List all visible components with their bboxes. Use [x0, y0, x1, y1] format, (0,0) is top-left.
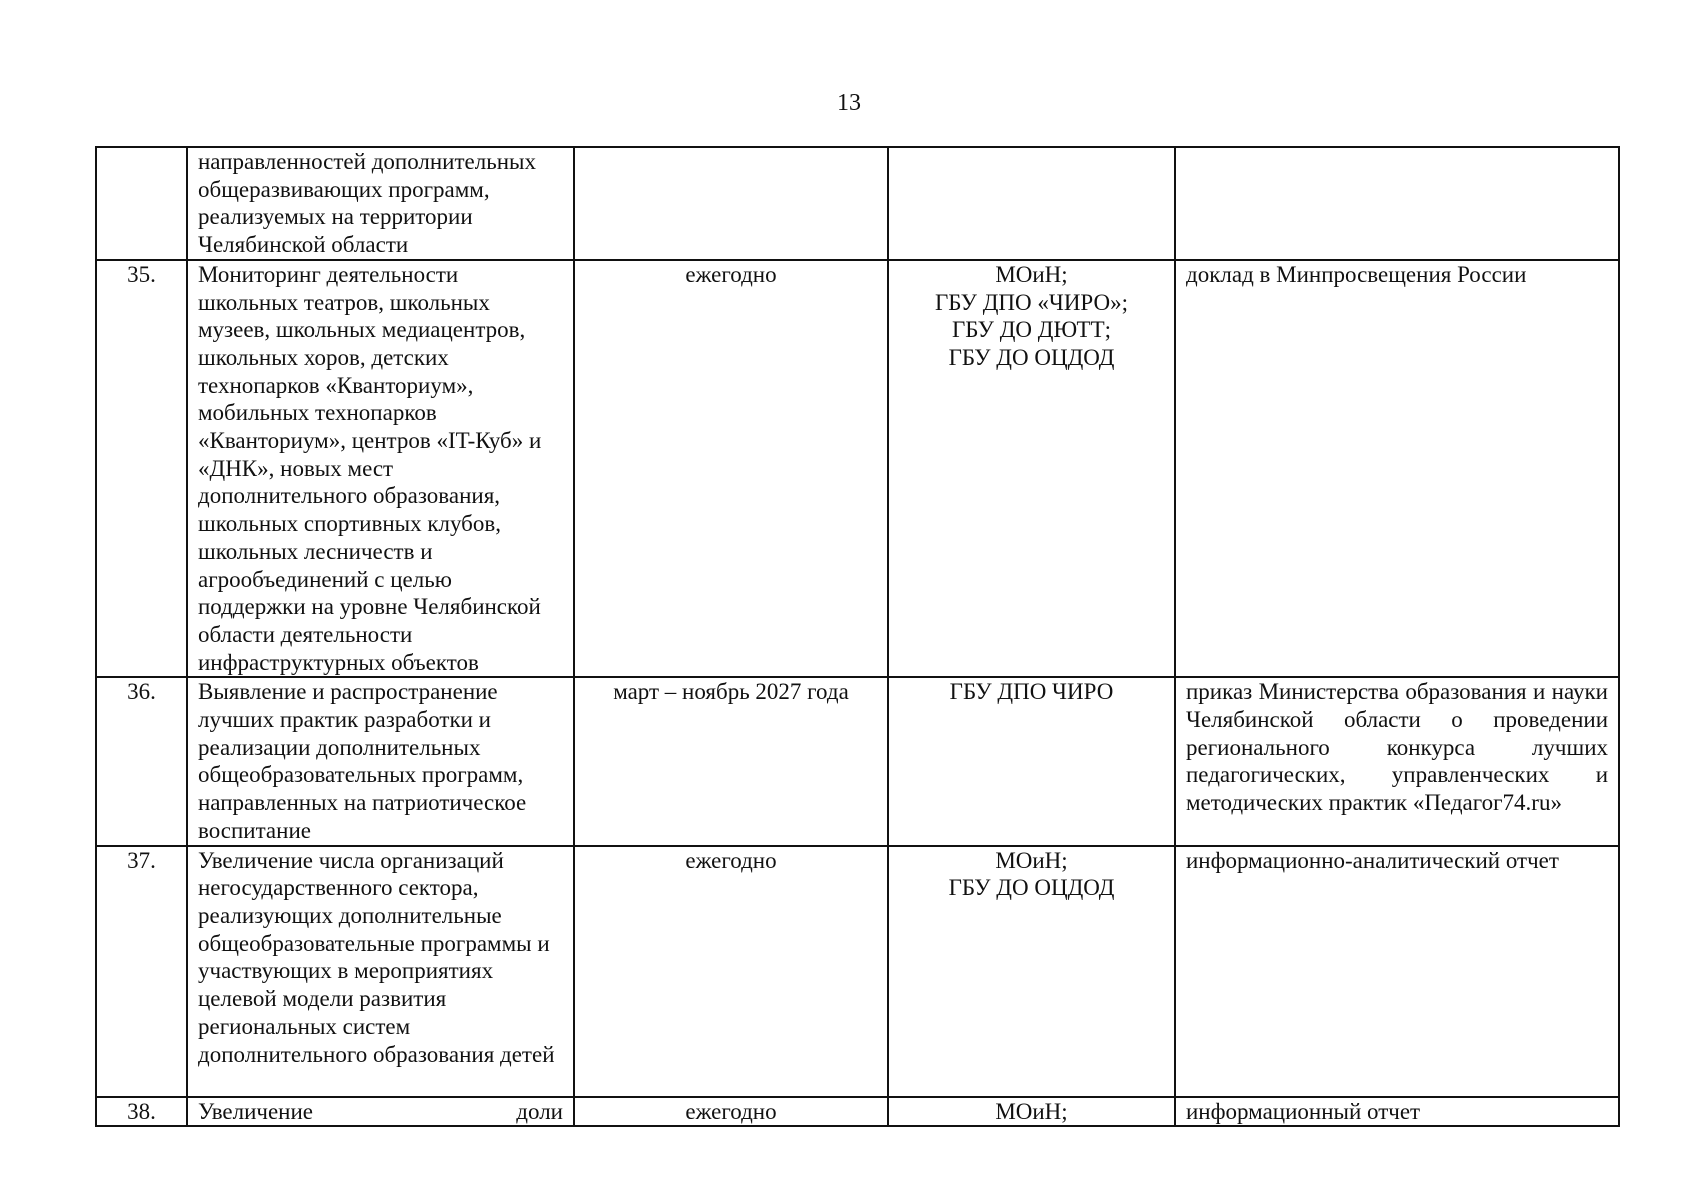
- page-number: 13: [837, 90, 861, 116]
- responsible-cell: [888, 1097, 1175, 1127]
- event-cell: Увеличение числа организаций негосударственного сектора, реализующих дополнительные общеобразовательные программы и участвующих в мероприятиях целевой модели развития региональных систем дополнительного образования детей: [187, 846, 574, 1097]
- document-cell: доклад в Минпросвещения России: [1175, 260, 1619, 678]
- table-row: [96, 846, 1619, 1097]
- responsible-line: ГБУ ДПО ЧИРО: [949, 679, 1114, 705]
- event-cell: направленностей дополнительных общеразвивающих программ, реализуемых на территории Челябинской области: [187, 147, 574, 260]
- responsible-cell: [888, 147, 1175, 260]
- plan-table: [95, 146, 1620, 1127]
- event-cell: Мониторинг деятельности школьных театров, школьных музеев, школьных медиацентров, школьных хоров, детских технопарков «Кванториум», мобильных технопарков «Кванториум», центров «IT-Куб» и «ДНК», новых мест дополнительного образования, школьных спортивных клубов, школьных лесничеств и агрообъединений с целью поддержки на уровне Челябинской области деятельности инфраструктурных объектов: [187, 260, 574, 678]
- responsible-line: ГБУ ДО ОЦДОД: [948, 344, 1115, 370]
- row-number-cell: 37.: [96, 846, 187, 1097]
- table-row: [96, 1097, 1619, 1127]
- document-cell: [1175, 147, 1619, 260]
- row-number-cell: 35.: [96, 260, 187, 678]
- responsible-cell: [888, 677, 1175, 845]
- responsible-line: ГБУ ДО ОЦДОД: [948, 875, 1115, 901]
- responsible-line: МОиН;: [995, 1098, 1068, 1124]
- responsible-line: МОиН;: [995, 847, 1068, 873]
- responsible-line: ГБУ ДО ДЮТТ;: [951, 317, 1112, 343]
- row-number-cell: 38.: [96, 1097, 187, 1127]
- responsible-cell: [888, 260, 1175, 678]
- row-number-cell: 36.: [96, 677, 187, 845]
- term-cell: ежегодно: [574, 260, 888, 678]
- term-cell: ежегодно: [574, 846, 888, 1097]
- table-row: [96, 147, 1619, 260]
- document-cell: информационно-аналитический отчет: [1175, 846, 1619, 1097]
- row-number-cell: [96, 147, 187, 260]
- document-cell: приказ Министерства образования и науки Челябинской области о проведении регионального конкурса лучших педагогических, управленческих и методических практик «Педагог74.ru»: [1175, 677, 1619, 845]
- table-row: [96, 677, 1619, 845]
- responsible-line: ГБУ ДПО «ЧИРО»;: [934, 289, 1129, 315]
- responsible-cell: [888, 846, 1175, 1097]
- term-cell: [574, 147, 888, 260]
- event-cell: Выявление и распространение лучших практик разработки и реализации дополнительных общеобразовательных программ, направленных на патриотическое воспитание: [187, 677, 574, 845]
- document-cell: информационный отчет: [1175, 1097, 1619, 1127]
- responsible-line: МОиН;: [995, 261, 1068, 287]
- term-cell: ежегодно: [574, 1097, 888, 1127]
- event-cell: Увеличение доли: [187, 1097, 574, 1127]
- term-cell: март – ноябрь 2027 года: [574, 677, 888, 845]
- table-row: [96, 260, 1619, 678]
